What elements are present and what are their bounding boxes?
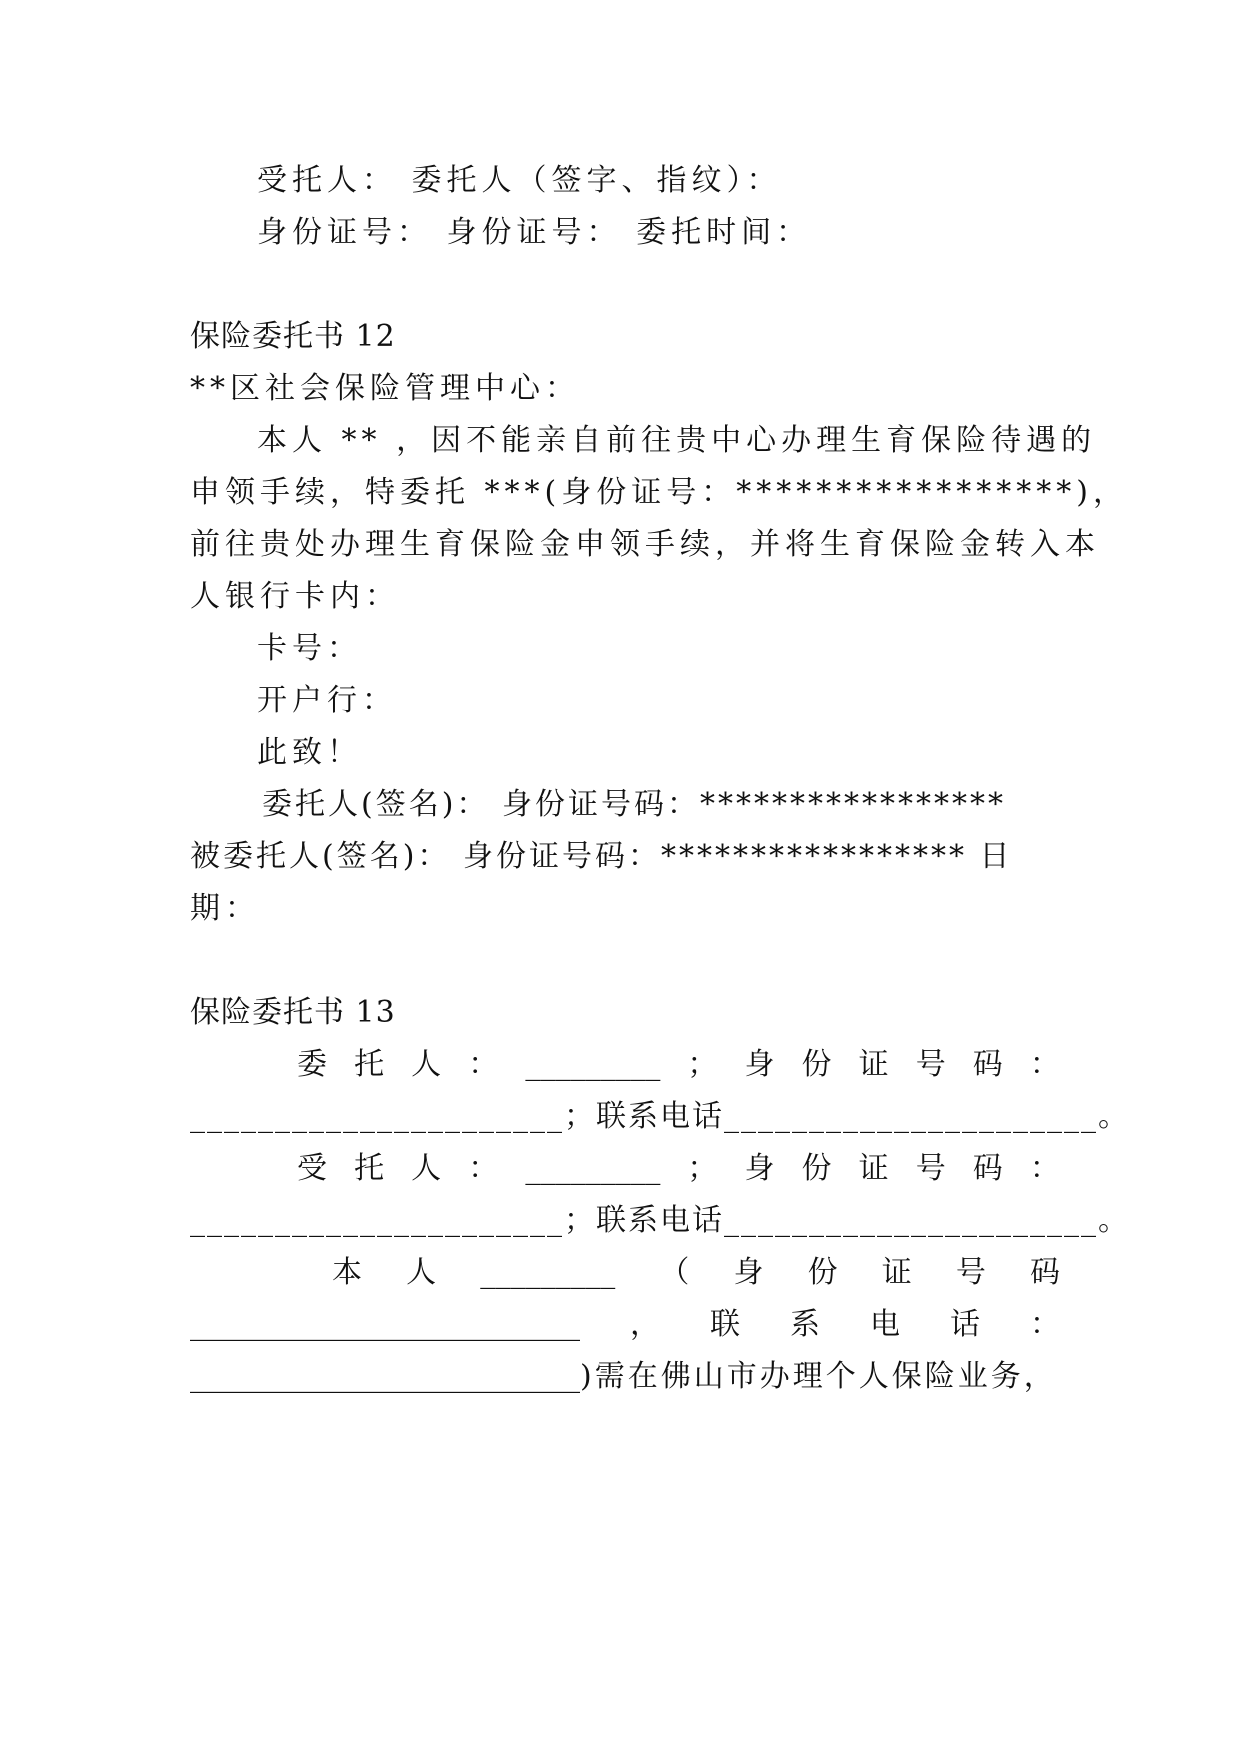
section11-signature-line: 受托人： 委托人（签字、指纹）：	[257, 163, 782, 198]
char: 证	[858, 1047, 889, 1082]
char: ，	[630, 1307, 660, 1342]
char: 电	[870, 1307, 900, 1342]
section12-principal-signature: 委托人(签名)： 身份证号码：*****************	[262, 787, 1006, 822]
section12-title: 保险委托书 12	[190, 319, 396, 354]
char: 受	[297, 1151, 327, 1186]
section13-agent-phone-row	[190, 1201, 1130, 1241]
section11-id-line: 身份证号： 身份证号： 委托时间：	[257, 215, 812, 250]
char: 人	[411, 1047, 442, 1082]
section13-agent-row	[297, 1149, 1060, 1189]
char: 身	[733, 1255, 764, 1290]
char: 证	[881, 1255, 912, 1290]
char: ：	[1029, 1151, 1060, 1186]
char: （	[659, 1255, 690, 1290]
char: ；	[687, 1151, 718, 1186]
self-phone-blank[interactable]: __________________________	[190, 1359, 580, 1394]
char: ：	[1029, 1047, 1060, 1082]
char: 码	[972, 1047, 1003, 1082]
char: 码	[972, 1151, 1003, 1186]
agent-name-blank[interactable]: _________	[525, 1151, 661, 1186]
char: 份	[801, 1047, 832, 1082]
self-name-blank[interactable]: _________	[480, 1255, 616, 1290]
business-text: )需在佛山市办理个人保险业务，	[580, 1359, 1057, 1394]
char: 证	[858, 1151, 889, 1186]
section13-principal-phone-row	[190, 1097, 1130, 1137]
section12-card-number: 卡号：	[257, 631, 362, 666]
char: ：	[1030, 1307, 1060, 1342]
section12-paragraph-line-4: 人银行卡内：	[190, 579, 400, 614]
char: 本	[332, 1255, 362, 1290]
agent-phone-blank[interactable]: ______________________。	[724, 1203, 1130, 1238]
section12-date: 期：	[190, 891, 260, 926]
section13-principal-row	[297, 1045, 1060, 1085]
section12-closing: 此致！	[257, 735, 362, 770]
self-id-blank[interactable]: __________________________	[190, 1307, 580, 1342]
section13-self-row-3	[190, 1357, 1060, 1397]
principal-phone-blank[interactable]: ______________________。	[724, 1099, 1130, 1134]
section12-paragraph-line-3: 前往贵处办理生育保险金申领手续，并将生育保险金转入本	[190, 527, 1100, 562]
char: ；	[687, 1047, 718, 1082]
char: 号	[915, 1047, 946, 1082]
char: 身	[744, 1047, 775, 1082]
principal-name-blank[interactable]: _________	[525, 1047, 661, 1082]
char: 号	[955, 1255, 986, 1290]
char: 号	[915, 1151, 946, 1186]
phone-label: 联系电话	[596, 1203, 724, 1238]
agent-id-blank[interactable]: ______________________；	[190, 1203, 596, 1238]
section12-addressee: **区社会保险管理中心：	[190, 371, 580, 406]
char: 人	[411, 1151, 442, 1186]
char: 话	[950, 1307, 980, 1342]
section12-paragraph-line-1: 本人 ** ，因不能亲自前往贵中心办理生育保险待遇的	[257, 423, 1097, 458]
char: 份	[807, 1255, 838, 1290]
char: 委	[297, 1047, 327, 1082]
char: 份	[801, 1151, 832, 1186]
char: ：	[468, 1047, 499, 1082]
char: 人	[406, 1255, 437, 1290]
section13-self-row-2	[190, 1305, 1060, 1345]
section12-agent-signature: 被委托人(签名)： 身份证号码：***************** 日	[190, 839, 1013, 874]
char: 托	[354, 1047, 385, 1082]
phone-label: 联系电话	[596, 1099, 724, 1134]
principal-id-blank[interactable]: ______________________；	[190, 1099, 596, 1134]
section12-paragraph-line-2: 申领手续，特委托 ***(身份证号：*****************)，	[190, 475, 1128, 510]
char: 码	[1030, 1255, 1060, 1290]
section13-self-row	[332, 1253, 1060, 1293]
section12-bank: 开户行：	[257, 683, 397, 718]
section13-title: 保险委托书 13	[190, 995, 396, 1030]
char: 联	[710, 1307, 740, 1342]
char: ：	[468, 1151, 499, 1186]
char: 身	[744, 1151, 775, 1186]
char: 系	[790, 1307, 820, 1342]
char: 托	[354, 1151, 385, 1186]
